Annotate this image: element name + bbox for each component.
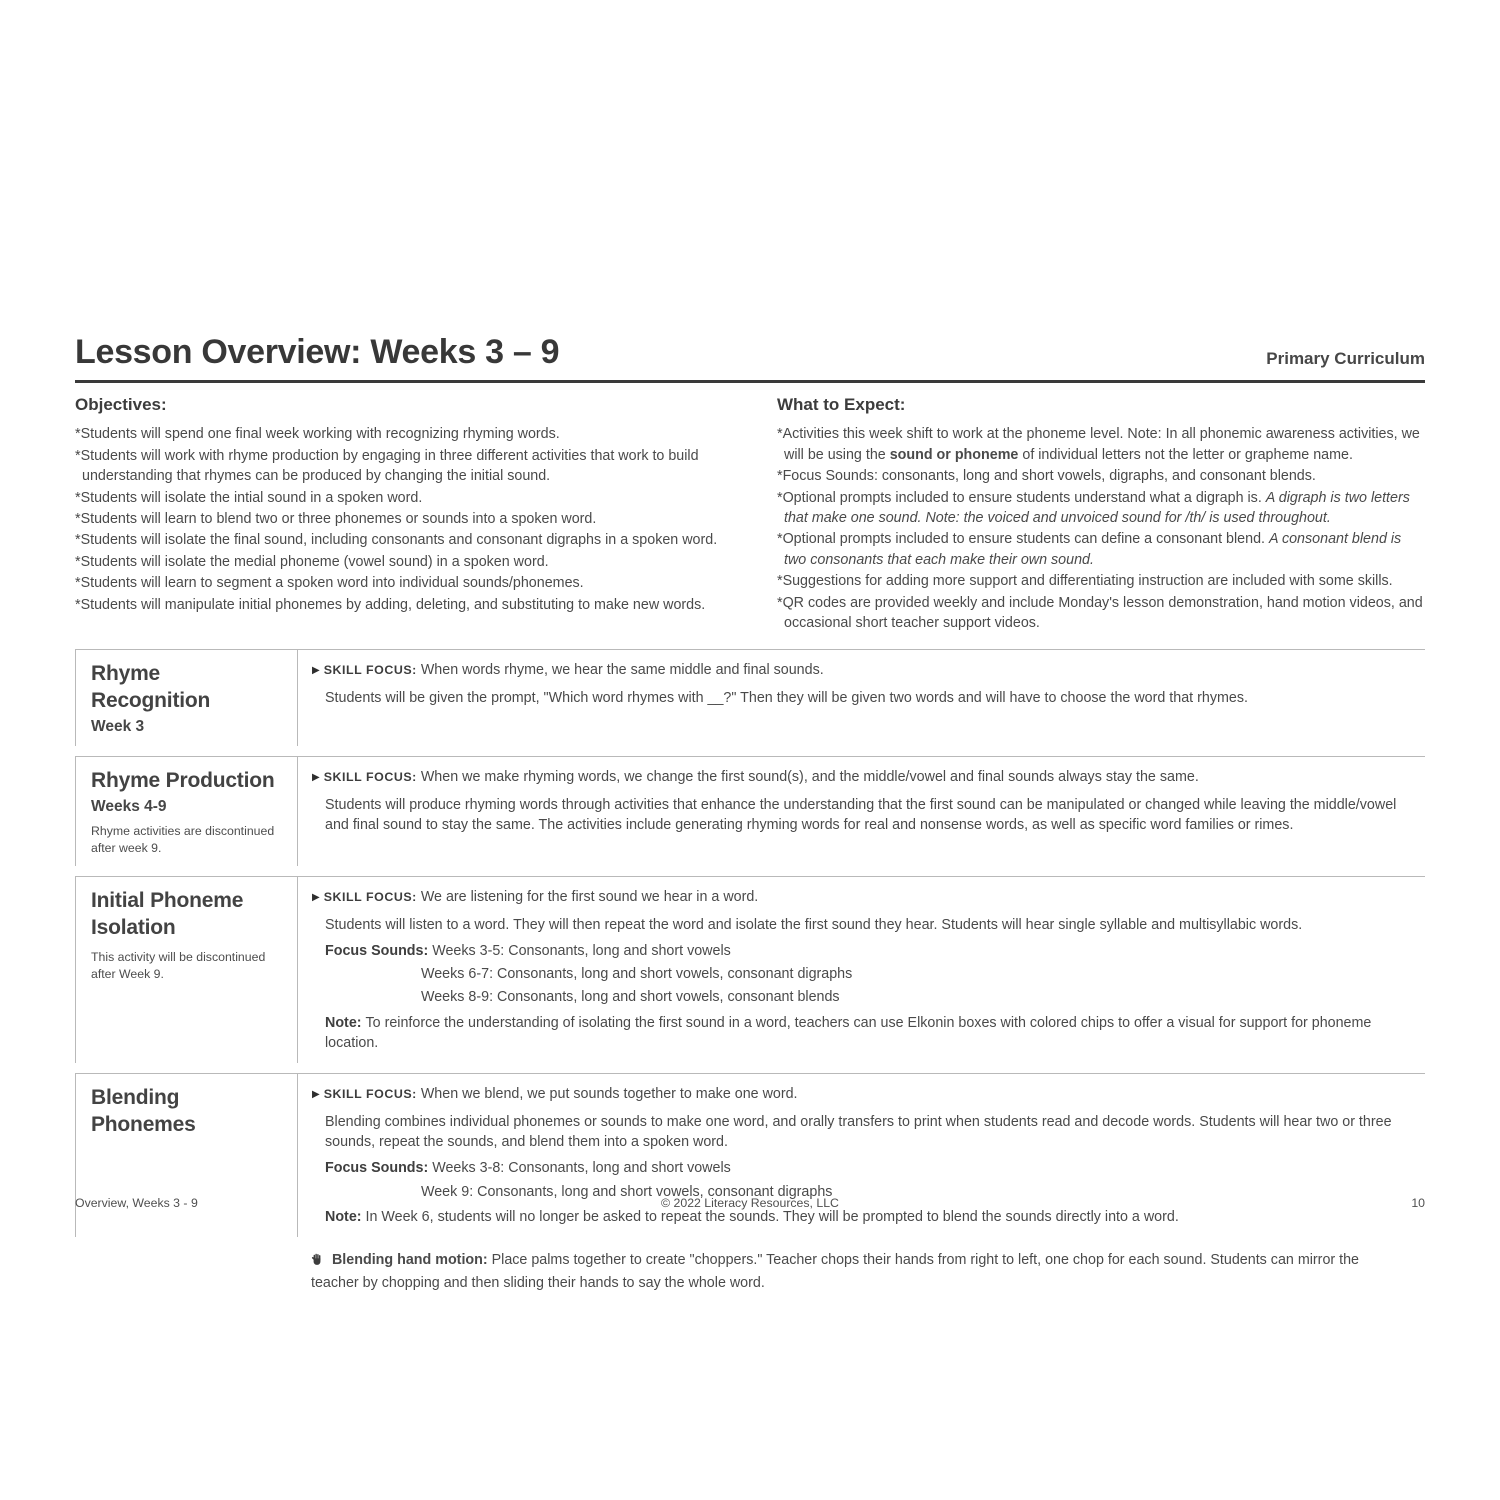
objectives-list	[75, 424, 747, 615]
triangle-bullet-icon: ▶	[312, 892, 320, 904]
description-paragraph: Students will listen to a word. They will then repeat the word and isolate the first sound they hear. Students will hear single syllable and multisyllabic words.	[325, 916, 1303, 933]
row-header-cell	[75, 757, 297, 866]
what-to-expect-list	[777, 424, 1425, 633]
list-item: *Students will learn to segment a spoken word into individual sounds/phonemes.	[75, 575, 584, 592]
list-item: *Students will learn to blend two or three phonemes or sounds into a spoken word.	[75, 511, 597, 528]
table-row	[75, 876, 1425, 1063]
footer-section-label: Overview, Weeks 3 - 9	[75, 1196, 198, 1210]
row-title: Rhyme Production	[91, 769, 275, 793]
hand-motion-text: Blending hand motion: Place palms together to create "choppers." Teacher chops their hands from right to left, one chop for each sound. Students can mirror the teacher by chopping and then sliding their hands to say the whole word.	[311, 1252, 1359, 1291]
list-item: *Students will isolate the medial phoneme (vowel sound) in a spoken word.	[75, 553, 549, 570]
list-item: *QR codes are provided weekly and include Monday's lesson demonstration, hand motion videos, and occasional short teacher support videos.	[777, 594, 1423, 632]
skills-table	[75, 649, 1425, 1237]
skill-focus-label: SKILL FOCUS:	[323, 663, 421, 678]
objectives-heading: Objectives:	[75, 395, 167, 415]
list-item: *Focus Sounds: consonants, long and short vowels, digraphs, and consonant blends.	[777, 468, 1316, 485]
note-label: Note:	[325, 1208, 366, 1225]
focus-sounds-indented-line: Weeks 8-9: Consonants, long and short vowels, consonant blends	[421, 989, 840, 1006]
row-header-cell	[75, 650, 297, 746]
skill-focus-label: SKILL FOCUS:	[323, 890, 421, 905]
row-content-cell	[297, 650, 1425, 746]
row-title: Rhyme Recognition	[91, 662, 211, 713]
what-to-expect-section	[747, 395, 1425, 634]
intro-columns	[75, 395, 1425, 634]
row-small-note: This activity will be discontinued after Week 9.	[91, 950, 266, 981]
row-header-cell	[75, 1074, 297, 1237]
skill-focus-label: SKILL FOCUS:	[323, 770, 421, 785]
description-paragraph: Students will be given the prompt, "Which word rhymes with __?" Then they will be given two words and will have to choose the word that rhymes.	[325, 689, 1248, 706]
list-item: *Suggestions for adding more support and differentiating instruction are included with some skills.	[777, 573, 1393, 590]
triangle-bullet-icon: ▶	[312, 1089, 320, 1101]
document-page	[75, 334, 1425, 1294]
hand-icon	[311, 1252, 324, 1273]
page-footer	[75, 1196, 1425, 1210]
skill-focus-line: ▶ SKILL FOCUS: When we make rhyming words, we change the first sound(s), and the middle/vowel and final sounds always stay the same.	[312, 769, 1199, 786]
triangle-bullet-icon: ▶	[312, 665, 320, 677]
skill-focus-line: ▶ SKILL FOCUS: We are listening for the first sound we hear in a word.	[312, 889, 759, 906]
focus-sounds-label: Focus Sounds:	[325, 942, 433, 959]
row-header-cell	[75, 877, 297, 1063]
note-label: Note:	[325, 1014, 366, 1031]
skill-focus-line: ▶ SKILL FOCUS: When words rhyme, we hear the same middle and final sounds.	[312, 662, 824, 679]
note-line: Note: In Week 6, students will no longer be asked to repeat the sounds. They will be prompted to blend the sounds directly into a word.	[325, 1208, 1179, 1225]
focus-sounds-label: Focus Sounds:	[325, 1160, 433, 1177]
row-content-cell	[297, 757, 1425, 866]
list-item: *Students will isolate the intial sound in a spoken word.	[75, 489, 423, 506]
table-row	[75, 649, 1425, 746]
page-header	[75, 334, 1425, 383]
table-row	[75, 756, 1425, 866]
row-title: Initial Phoneme Isolation	[91, 889, 244, 940]
objectives-section	[75, 395, 747, 634]
focus-sounds-line: Focus Sounds: Weeks 3-8: Consonants, long and short vowels	[325, 1160, 731, 1177]
list-item: *Students will isolate the final sound, including consonants and consonant digraphs in a spoken word.	[75, 532, 718, 549]
note-line: Note: To reinforce the understanding of isolating the first sound in a word, teachers can use Elkonin boxes with colored chips to offer a visual for support for phoneme location.	[325, 1014, 1372, 1052]
list-item: *Students will manipulate initial phonemes by adding, deleting, and substituting to make new words.	[75, 596, 706, 613]
footer-copyright: © 2022 Literacy Resources, LLC	[661, 1196, 839, 1210]
row-subtitle: Week 3	[91, 718, 145, 736]
focus-sounds-indented-line: Week 9: Consonants, long and short vowels, consonant digraphs	[421, 1183, 833, 1200]
row-content-cell	[297, 1074, 1425, 1237]
curriculum-label: Primary Curriculum	[1266, 349, 1425, 369]
skill-focus-label: SKILL FOCUS:	[323, 1087, 421, 1102]
focus-sounds-line: Focus Sounds: Weeks 3-5: Consonants, long and short vowels	[325, 942, 731, 959]
triangle-bullet-icon: ▶	[312, 772, 320, 784]
list-item: *Optional prompts included to ensure students can define a consonant blend. A consonant blend is two consonants that each make their own sound.	[777, 531, 1402, 568]
table-row	[75, 1073, 1425, 1237]
what-to-expect-heading: What to Expect:	[777, 395, 906, 415]
hand-motion-note	[311, 1250, 1381, 1293]
description-paragraph: Students will produce rhyming words through activities that enhance the understanding that the first sound can be manipulated or changed while leaving the middle/vowel and final sound to stay the same. The activities include generating rhyming words for real and nonsense words, as well as specific word families or rimes.	[325, 796, 1397, 833]
list-item: *Students will spend one final week working with recognizing rhyming words.	[75, 426, 560, 443]
row-content-cell	[297, 877, 1425, 1063]
list-item: *Activities this week shift to work at the phoneme level. Note: In all phonemic awareness activities, we will be using the sound or phoneme of individual letters not the letter or grapheme name.	[777, 426, 1420, 463]
row-small-note: Rhyme activities are discontinued after week 9.	[91, 824, 275, 855]
list-item: *Optional prompts included to ensure students understand what a digraph is. A digraph is two letters that make one sound. Note: the voiced and unvoiced sound for /th/ is used throughout.	[777, 489, 1410, 527]
list-item: *Students will work with rhyme production by engaging in three different activities that work to build understanding that rhymes can be produced by changing the initial sound.	[75, 447, 699, 485]
footer-page-number: 10	[1411, 1196, 1425, 1210]
row-title: Blending Phonemes	[91, 1086, 196, 1137]
skill-focus-line: ▶ SKILL FOCUS: When we blend, we put sounds together to make one word.	[312, 1086, 798, 1103]
description-paragraph: Blending combines individual phonemes or sounds to make one word, and orally transfers to print when students read and decode words. Students will hear two or three sounds, repeat the sounds, and blend them into a spoken word.	[325, 1113, 1392, 1150]
focus-sounds-indented-line: Weeks 6-7: Consonants, long and short vowels, consonant digraphs	[421, 966, 853, 983]
row-subtitle: Weeks 4-9	[91, 798, 167, 816]
page-title: Lesson Overview: Weeks 3 – 9	[75, 333, 560, 371]
